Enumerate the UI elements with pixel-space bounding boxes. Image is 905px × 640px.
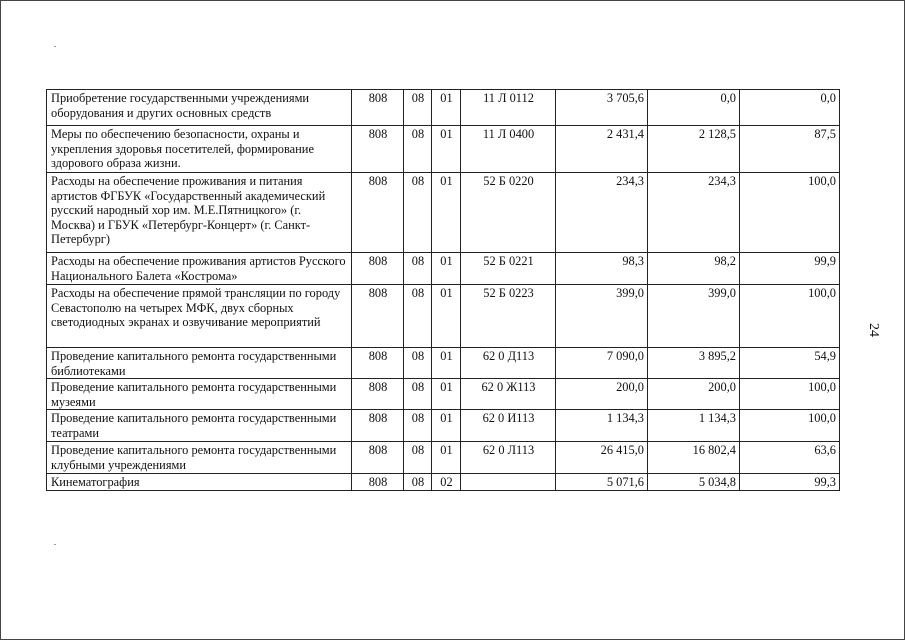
item-name-cell: Меры по обеспечению безопасности, охраны и укрепления здоровья посетителей, формирование здорового образа жизни. [47,126,352,173]
actual-amount-cell: 98,2 [648,253,740,285]
execution-percent-cell: 54,9 [740,348,840,379]
execution-percent-cell: 0,0 [740,90,840,126]
actual-amount-cell: 5 034,8 [648,474,740,491]
department-code-cell: 808 [352,348,404,379]
item-name-cell: Проведение капитального ремонта государственными музеями [47,379,352,410]
section-code-cell: 08 [404,348,432,379]
section-code-cell: 08 [404,474,432,491]
table-body [47,90,840,491]
item-name-cell: Приобретение государственными учреждениями оборудования и других основных средств [47,90,352,126]
subsection-code-cell: 01 [432,348,461,379]
item-name-cell: Проведение капитального ремонта государственными библиотеками [47,348,352,379]
planned-amount-cell: 26 415,0 [556,442,648,474]
actual-amount-cell: 16 802,4 [648,442,740,474]
subsection-code-cell: 01 [432,379,461,410]
target-article-cell: 62 0 Л113 [461,442,556,474]
subsection-code-cell: 02 [432,474,461,491]
actual-amount-cell: 2 128,5 [648,126,740,173]
planned-amount-cell: 1 134,3 [556,410,648,442]
table-row [47,474,840,491]
section-code-cell: 08 [404,126,432,173]
execution-percent-cell: 63,6 [740,442,840,474]
table-row [47,126,840,173]
section-code-cell: 08 [404,253,432,285]
target-article-cell: 62 0 Д113 [461,348,556,379]
subsection-code-cell: 01 [432,90,461,126]
execution-percent-cell: 100,0 [740,410,840,442]
actual-amount-cell: 234,3 [648,173,740,253]
item-name-cell: Проведение капитального ремонта государственными клубными учреждениями [47,442,352,474]
planned-amount-cell: 7 090,0 [556,348,648,379]
item-name-cell: Расходы на обеспечение проживания и питания артистов ФГБУК «Государственный академический русский народный хор им. М.Е.Пятницкого» (г. Москва) и ГБУК «Петербург-Концерт» (г. Санкт-Петербург) [47,173,352,253]
planned-amount-cell: 399,0 [556,285,648,348]
table-row [47,442,840,474]
table-row [47,379,840,410]
table-row [47,410,840,442]
item-name-cell: Проведение капитального ремонта государственными театрами [47,410,352,442]
table-row [47,348,840,379]
execution-percent-cell: 100,0 [740,285,840,348]
execution-percent-cell: 99,9 [740,253,840,285]
planned-amount-cell: 5 071,6 [556,474,648,491]
department-code-cell: 808 [352,474,404,491]
execution-percent-cell: 100,0 [740,379,840,410]
department-code-cell: 808 [352,410,404,442]
section-code-cell: 08 [404,410,432,442]
subsection-code-cell: 01 [432,285,461,348]
subsection-code-cell: 01 [432,253,461,285]
subsection-code-cell: 01 [432,410,461,442]
section-code-cell: 08 [404,173,432,253]
target-article-cell: 52 Б 0223 [461,285,556,348]
planned-amount-cell: 2 431,4 [556,126,648,173]
subsection-code-cell: 01 [432,126,461,173]
execution-percent-cell: 87,5 [740,126,840,173]
target-article-cell: 11 Л 0112 [461,90,556,126]
department-code-cell: 808 [352,126,404,173]
actual-amount-cell: 3 895,2 [648,348,740,379]
section-code-cell: 08 [404,90,432,126]
budget-table [46,89,840,491]
section-code-cell: 08 [404,379,432,410]
planned-amount-cell: 234,3 [556,173,648,253]
department-code-cell: 808 [352,253,404,285]
execution-percent-cell: 99,3 [740,474,840,491]
target-article-cell: 52 Б 0220 [461,173,556,253]
department-code-cell: 808 [352,90,404,126]
department-code-cell: 808 [352,173,404,253]
actual-amount-cell: 399,0 [648,285,740,348]
target-article-cell: 52 Б 0221 [461,253,556,285]
actual-amount-cell: 0,0 [648,90,740,126]
planned-amount-cell: 98,3 [556,253,648,285]
table-row [47,285,840,348]
department-code-cell: 808 [352,285,404,348]
department-code-cell: 808 [352,442,404,474]
scan-speck [54,46,56,47]
department-code-cell: 808 [352,379,404,410]
target-article-cell: 62 0 Ж113 [461,379,556,410]
subsection-code-cell: 01 [432,442,461,474]
scan-speck [54,544,56,545]
execution-percent-cell: 100,0 [740,173,840,253]
item-name-cell: Расходы на обеспечение прямой трансляции по городу Севастополю на четырех МФК, двух сборных светодиодных экранах и озвучивание мероприятий [47,285,352,348]
item-name-cell: Кинематография [47,474,352,491]
planned-amount-cell: 200,0 [556,379,648,410]
section-code-cell: 08 [404,442,432,474]
actual-amount-cell: 1 134,3 [648,410,740,442]
target-article-cell: 11 Л 0400 [461,126,556,173]
item-name-cell: Расходы на обеспечение проживания артистов Русского Национального Балета «Кострома» [47,253,352,285]
actual-amount-cell: 200,0 [648,379,740,410]
table-row [47,253,840,285]
table-row [47,90,840,126]
subsection-code-cell: 01 [432,173,461,253]
table-row [47,173,840,253]
section-code-cell: 08 [404,285,432,348]
planned-amount-cell: 3 705,6 [556,90,648,126]
target-article-cell [461,474,556,491]
target-article-cell: 62 0 И113 [461,410,556,442]
page-number: 24 [866,323,881,337]
